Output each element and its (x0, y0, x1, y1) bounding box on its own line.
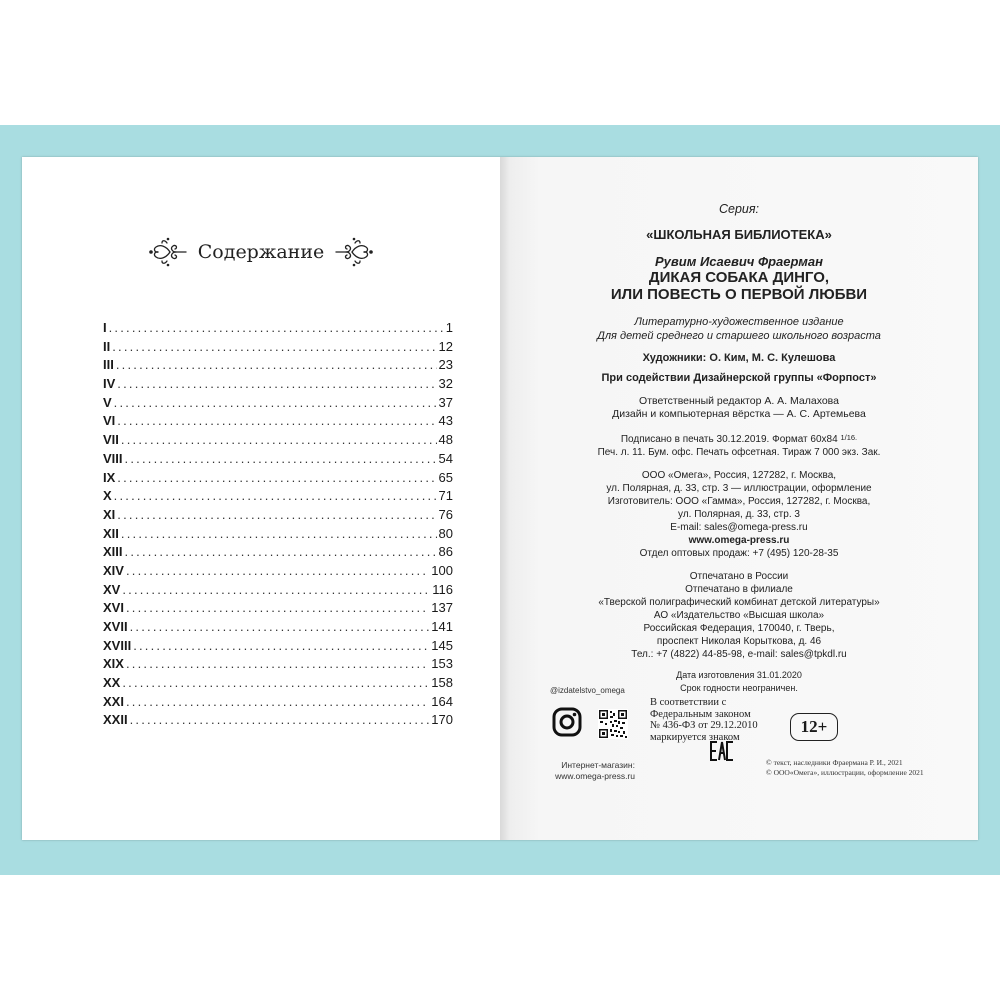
qr-code-icon (598, 709, 628, 739)
chapter-page: 54 (438, 450, 453, 466)
book-title-line-1: ДИКАЯ СОБАКА ДИНГО, (648, 269, 830, 286)
leader-dots (130, 711, 430, 730)
chapter-page: 37 (438, 394, 453, 410)
toc-entry (103, 469, 453, 488)
leader-dots (112, 338, 436, 357)
toc-entry (103, 412, 453, 431)
chapter-number: V (103, 394, 112, 410)
leader-dots (117, 412, 436, 431)
chapter-page: 76 (438, 506, 453, 522)
law-line: № 436-ФЗ от 29.12.2010 (650, 720, 758, 731)
printed-line: проспект Николая Корыткова, д. 46 (656, 636, 822, 647)
chapter-number: VIII (103, 450, 123, 466)
toc-entry (103, 319, 453, 338)
leader-dots (117, 469, 436, 488)
age-law-notice (650, 697, 790, 743)
toc-entry (103, 693, 453, 712)
publisher-email: E-mail: sales@omega-press.ru (670, 522, 808, 533)
chapter-page: 48 (438, 432, 453, 448)
chapter-number: IX (103, 469, 116, 485)
toc-entry (103, 599, 453, 618)
instagram-handle: @izdatelstvo_omega (550, 686, 625, 695)
leader-dots (116, 356, 437, 375)
toc-entry (103, 674, 453, 693)
book-title-line-2: ИЛИ ПОВЕСТЬ О ПЕРВОЙ ЛЮБВИ (610, 286, 868, 303)
instagram-icon (552, 707, 582, 737)
toc-entry (103, 618, 453, 637)
printed-line: Отпечатано в России (689, 571, 789, 582)
contents-heading (22, 235, 500, 269)
online-shop (535, 760, 635, 782)
chapter-page: 100 (431, 562, 453, 578)
chapter-page: 141 (431, 619, 453, 634)
leader-dots (109, 319, 444, 338)
chapter-page: 23 (438, 357, 453, 373)
editor-line: Ответственный редактор А. А. Малахова (639, 395, 839, 407)
toc-entry (103, 525, 453, 544)
chapter-number: XVI (103, 600, 124, 616)
toc-entry (103, 487, 453, 506)
date-made: Дата изготовления 31.01.2020 (676, 670, 802, 680)
leader-dots (125, 450, 437, 469)
contents-page (22, 157, 500, 840)
printed-line: АО «Издательство «Высшая школа» (653, 610, 825, 621)
copyright-line: © ООО«Омега», иллюстрации, оформление 2021 (766, 768, 924, 777)
chapter-page: 145 (431, 637, 453, 653)
toc-entry (103, 637, 453, 656)
shop-url: www.omega-press.ru (555, 771, 635, 781)
publisher-website: www.omega-press.ru (688, 535, 790, 546)
leader-dots (122, 674, 429, 693)
toc-entry (103, 431, 453, 450)
author-name: Рувим Исаевич Фраерман (655, 254, 823, 269)
toc-entry (103, 506, 453, 525)
leader-dots (117, 506, 436, 525)
printed-line: Отпечатано в филиале (685, 584, 793, 595)
series-name: «ШКОЛЬНАЯ БИБЛИОТЕКА» (646, 227, 832, 242)
chapter-number: XVII (103, 619, 128, 634)
leader-dots (121, 431, 437, 450)
chapter-page: 116 (432, 581, 453, 597)
toc-entry (103, 655, 453, 674)
shelf-life: Срок годности неограничен. (680, 683, 798, 693)
chapter-number: XIX (103, 656, 124, 672)
publisher-line: ООО «Омега», Россия, 127282, г. Москва, (641, 470, 837, 481)
chapter-number: VI (103, 413, 116, 429)
leader-dots (133, 637, 429, 656)
chapter-number: XX (103, 675, 121, 691)
contents-list (103, 319, 453, 730)
law-line: маркируется знаком (650, 731, 740, 743)
publisher-line: ул. Полярная, д. 33, стр. 3 — иллюстрации, оформление (606, 483, 872, 494)
print-format-fraction: 1/16. (840, 433, 858, 442)
leader-dots (114, 394, 437, 413)
book-spread (22, 157, 978, 840)
sales-phone: Отдел оптовых продаж: +7 (495) 120-28-35 (639, 548, 839, 559)
chapter-number: X (103, 488, 112, 504)
print-line-2: Печ. л. 11. Бум. офс. Печать офсетная. Тираж 7 000 экз. Зак. (597, 447, 881, 458)
chapter-number: IV (103, 376, 116, 392)
copyright-block (766, 758, 986, 778)
leader-dots (126, 562, 429, 581)
leader-dots (130, 618, 430, 637)
chapter-page: 170 (431, 712, 453, 728)
chapter-number: XI (103, 506, 116, 522)
printed-line: Тел.: +7 (4822) 44-85-98, e-mail: sales@tpkdl.ru (631, 649, 847, 660)
age-rating-badge: 12+ (790, 713, 838, 741)
artists-line: Художники: О. Ким, М. С. Кулешова (642, 352, 836, 364)
leader-dots (126, 655, 429, 674)
leader-dots (117, 375, 436, 394)
chapter-page: 86 (438, 544, 453, 560)
left-ornament-icon (148, 235, 188, 269)
chapter-number: XVIII (103, 637, 132, 653)
right-ornament-icon (334, 235, 374, 269)
chapter-number: III (103, 357, 114, 373)
chapter-page: 1 (445, 320, 453, 335)
toc-entry (103, 375, 453, 394)
chapter-page: 158 (431, 675, 453, 691)
design-group-line: При содействии Дизайнерской группы «Форпост» (601, 372, 877, 384)
contents-title: Содержание (197, 241, 325, 263)
chapter-number: XV (103, 581, 121, 597)
chapter-number: XII (103, 525, 119, 541)
printed-line: «Тверской полиграфический комбинат детской литературы» (598, 597, 880, 608)
chapter-page: 80 (438, 525, 453, 541)
print-line-1 (500, 431, 978, 446)
series-label: Серия: (718, 202, 760, 216)
chapter-page: 164 (431, 693, 453, 709)
chapter-number: XXII (103, 712, 128, 728)
chapter-number: II (103, 338, 111, 354)
toc-entry (103, 450, 453, 469)
leader-dots (114, 487, 437, 506)
toc-entry (103, 562, 453, 581)
shop-label: Интернет-магазин: (561, 760, 635, 770)
law-line: В соответствии с Федеральным законом (650, 697, 751, 720)
toc-entry (103, 543, 453, 562)
genre-line-1: Литературно-художественное издание (634, 316, 844, 328)
eac-mark-icon (710, 740, 734, 762)
chapter-page: 43 (438, 413, 453, 429)
leader-dots (126, 693, 429, 712)
chapter-page: 12 (438, 338, 453, 354)
toc-entry (103, 356, 453, 375)
chapter-number: XIV (103, 562, 124, 578)
imprint-block (500, 203, 978, 695)
chapter-page: 153 (431, 656, 453, 672)
layout-line: Дизайн и компьютерная вёрстка — А. С. Артемьева (612, 408, 866, 420)
chapter-page: 137 (431, 600, 453, 616)
publisher-line: ул. Полярная, д. 33, стр. 3 (678, 509, 800, 520)
chapter-number: XXI (103, 693, 124, 709)
chapter-page: 65 (438, 469, 453, 485)
chapter-page: 32 (438, 376, 453, 392)
chapter-page: 71 (438, 488, 453, 504)
print-signed: Подписано в печать 30.12.2019. Формат 60х84 (620, 434, 838, 445)
leader-dots (122, 581, 430, 600)
toc-entry (103, 394, 453, 413)
publisher-line: Изготовитель: ООО «Гамма», Россия, 127282, г. Москва, (607, 496, 871, 507)
imprint-page (500, 157, 978, 840)
chapter-number: I (103, 320, 107, 335)
chapter-number: VII (103, 432, 119, 448)
leader-dots (121, 525, 437, 544)
copyright-line: © текст, наследники Фраермана Р. И., 2021 (766, 758, 903, 767)
leader-dots (126, 599, 429, 618)
toc-entry (103, 711, 453, 730)
leader-dots (125, 543, 437, 562)
genre-line-2: Для детей среднего и старшего школьного возраста (597, 330, 881, 342)
toc-entry (103, 338, 453, 357)
printed-line: Российская Федерация, 170040, г. Тверь, (643, 623, 835, 634)
chapter-number: XIII (103, 544, 123, 560)
toc-entry (103, 581, 453, 600)
